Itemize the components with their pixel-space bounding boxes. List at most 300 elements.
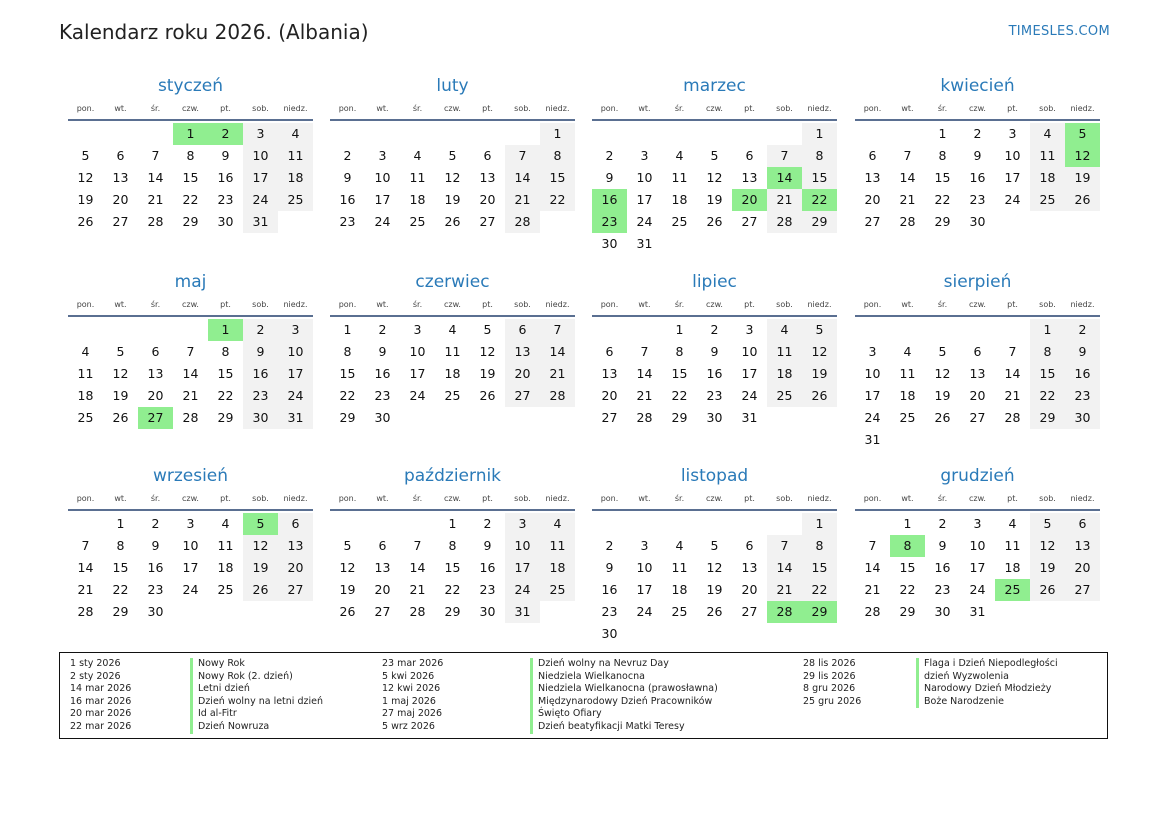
- weekend-day-cell: 7: [505, 145, 540, 167]
- day-cell: 20: [112, 192, 129, 207]
- weekend-day-cell: 13: [278, 535, 313, 557]
- weekend-day-cell: 2: [1065, 319, 1100, 341]
- holiday-day-cell: 25: [995, 579, 1030, 601]
- day-cell: 14: [77, 560, 94, 575]
- day-cell: 16: [601, 582, 618, 597]
- weekday-label: pon.: [76, 494, 95, 503]
- day-cell: 4: [675, 538, 684, 553]
- weekend-day-cell: 29: [1030, 407, 1065, 429]
- day-cell: 6: [868, 148, 877, 163]
- holiday-date: 29 lis 2026: [803, 670, 856, 682]
- day-grid: [68, 513, 313, 623]
- holiday-date: 22 mar 2026: [70, 720, 132, 732]
- weekday-header: [592, 295, 837, 317]
- weekend-day-cell: 15: [802, 557, 837, 579]
- empty-cell: [68, 513, 103, 535]
- day-cell: 18: [77, 388, 94, 403]
- holiday-day-cell: 1: [208, 319, 243, 341]
- day-cell: 11: [1004, 538, 1021, 553]
- day-cell: 5: [116, 344, 125, 359]
- weekend-day-cell: 25: [767, 385, 802, 407]
- holiday-date: 25 gru 2026: [803, 695, 862, 707]
- weekend-day-cell: 4: [767, 319, 802, 341]
- holiday-date: 12 kwi 2026: [382, 683, 441, 695]
- day-cell: 9: [378, 344, 387, 359]
- day-cell: 28: [147, 214, 164, 229]
- month-name: październik: [403, 466, 502, 486]
- day-cell: 30: [374, 410, 391, 425]
- day-cell: 13: [479, 170, 496, 185]
- empty-cell: [627, 513, 662, 535]
- day-cell: 9: [483, 538, 492, 553]
- empty-cell: [68, 123, 103, 145]
- day-cell: 30: [479, 604, 496, 619]
- day-cell: 12: [339, 560, 356, 575]
- weekend-day-cell: 4: [1030, 123, 1065, 145]
- month-calendar: [330, 464, 575, 623]
- empty-cell: [592, 513, 627, 535]
- day-cell: 28: [899, 214, 916, 229]
- weekend-day-cell: 23: [243, 385, 278, 407]
- empty-cell: [330, 123, 365, 145]
- day-cell: 16: [479, 560, 496, 575]
- weekday-label: czw.: [969, 494, 986, 503]
- day-cell: 19: [706, 192, 723, 207]
- day-cell: 4: [413, 148, 422, 163]
- day-cell: 22: [112, 582, 129, 597]
- empty-cell: [855, 123, 890, 145]
- holiday-name: Dzień wolny na letni dzień: [190, 696, 323, 709]
- day-cell: 3: [745, 322, 754, 337]
- day-cell: 8: [221, 344, 230, 359]
- month-calendar: [855, 270, 1100, 451]
- day-cell: 11: [671, 560, 688, 575]
- weekend-day-cell: 10: [278, 341, 313, 363]
- weekend-day-cell: 1: [802, 123, 837, 145]
- day-cell: 14: [636, 366, 653, 381]
- weekend-day-cell: 8: [802, 145, 837, 167]
- weekend-day-cell: 13: [505, 341, 540, 363]
- weekend-day-cell: 21: [767, 579, 802, 601]
- day-cell: 4: [1008, 516, 1017, 531]
- weekend-day-cell: 18: [767, 363, 802, 385]
- empty-cell: [592, 123, 627, 145]
- month-name: maj: [174, 272, 207, 292]
- weekday-label: niedz.: [283, 494, 308, 503]
- weekend-day-cell: 16: [243, 363, 278, 385]
- weekday-label: pon.: [76, 104, 95, 113]
- weekend-day-cell: 17: [505, 557, 540, 579]
- weekend-day-cell: 10: [505, 535, 540, 557]
- day-cell: 13: [864, 170, 881, 185]
- holiday-date: 5 kwi 2026: [382, 670, 435, 682]
- day-cell: 2: [605, 148, 614, 163]
- brand-link[interactable]: TIMESLES.COM: [1008, 24, 1110, 39]
- weekend-day-cell: 6: [278, 513, 313, 535]
- weekend-day-cell: 6: [1065, 513, 1100, 535]
- weekend-day-cell: 7: [767, 535, 802, 557]
- weekday-label: niedz.: [283, 300, 308, 309]
- day-cell: 4: [675, 148, 684, 163]
- weekday-label: czw.: [444, 300, 461, 309]
- day-cell: 3: [640, 538, 649, 553]
- weekend-day-cell: 18: [278, 167, 313, 189]
- weekend-day-cell: 31: [243, 211, 278, 233]
- weekday-label: pon.: [338, 494, 357, 503]
- day-grid: [330, 123, 575, 233]
- weekday-label: pt.: [220, 494, 231, 503]
- day-cell: 2: [605, 538, 614, 553]
- day-cell: 6: [745, 538, 754, 553]
- weekday-label: sob.: [514, 300, 531, 309]
- legend-dates-column: [70, 658, 131, 734]
- empty-cell: [400, 513, 435, 535]
- day-cell: 30: [601, 626, 618, 641]
- weekday-label: śr.: [937, 300, 948, 309]
- day-cell: 18: [899, 388, 916, 403]
- day-cell: 29: [671, 410, 688, 425]
- day-grid: [855, 513, 1100, 623]
- day-cell: 17: [969, 560, 986, 575]
- empty-cell: [470, 123, 505, 145]
- day-cell: 25: [77, 410, 94, 425]
- weekday-label: śr.: [412, 494, 423, 503]
- day-cell: 2: [151, 516, 160, 531]
- month-name: luty: [436, 76, 469, 96]
- weekend-day-cell: 19: [802, 363, 837, 385]
- day-cell: 24: [374, 214, 391, 229]
- day-cell: 2: [973, 126, 982, 141]
- day-cell: 1: [675, 322, 684, 337]
- day-cell: 18: [444, 366, 461, 381]
- day-cell: 23: [339, 214, 356, 229]
- month-calendar: [855, 464, 1100, 623]
- day-cell: 11: [77, 366, 94, 381]
- holiday-date: 5 wrz 2026: [382, 720, 435, 732]
- day-cell: 12: [706, 560, 723, 575]
- day-cell: 30: [217, 214, 234, 229]
- weekday-label: niedz.: [1070, 494, 1095, 503]
- day-cell: 14: [147, 170, 164, 185]
- holiday-name: Id al-Fitr: [190, 708, 237, 721]
- weekend-day-cell: 11: [540, 535, 575, 557]
- empty-cell: [103, 123, 138, 145]
- weekday-label: wt.: [638, 494, 651, 503]
- day-cell: 28: [182, 410, 199, 425]
- weekend-day-cell: 14: [540, 341, 575, 363]
- empty-cell: [365, 123, 400, 145]
- weekend-day-cell: 8: [540, 145, 575, 167]
- day-cell: 31: [969, 604, 986, 619]
- weekend-day-cell: 23: [1065, 385, 1100, 407]
- weekend-day-cell: 6: [505, 319, 540, 341]
- day-cell: 10: [1004, 148, 1021, 163]
- day-cell: 26: [77, 214, 94, 229]
- day-cell: 25: [671, 604, 688, 619]
- day-cell: 27: [479, 214, 496, 229]
- empty-cell: [592, 319, 627, 341]
- day-cell: 30: [934, 604, 951, 619]
- weekend-day-cell: 31: [278, 407, 313, 429]
- day-cell: 2: [378, 322, 387, 337]
- holiday-day-cell: 27: [138, 407, 173, 429]
- day-cell: 21: [77, 582, 94, 597]
- day-cell: 15: [182, 170, 199, 185]
- weekend-day-cell: 2: [243, 319, 278, 341]
- weekday-label: pon.: [600, 104, 619, 113]
- empty-cell: [138, 123, 173, 145]
- day-cell: 21: [864, 582, 881, 597]
- weekend-day-cell: 18: [540, 557, 575, 579]
- month-calendar: [330, 270, 575, 429]
- holiday-name: dzień Wyzwolenia: [916, 671, 1009, 684]
- weekday-label: sob.: [252, 300, 269, 309]
- day-cell: 6: [151, 344, 160, 359]
- day-cell: 31: [741, 410, 758, 425]
- day-cell: 20: [479, 192, 496, 207]
- day-cell: 30: [706, 410, 723, 425]
- day-cell: 4: [903, 344, 912, 359]
- day-cell: 20: [741, 582, 758, 597]
- day-cell: 25: [217, 582, 234, 597]
- day-cell: 17: [864, 388, 881, 403]
- day-cell: 22: [217, 388, 234, 403]
- day-cell: 5: [710, 148, 719, 163]
- weekend-day-cell: 19: [1065, 167, 1100, 189]
- day-cell: 5: [938, 344, 947, 359]
- weekend-day-cell: 26: [802, 385, 837, 407]
- day-cell: 8: [116, 538, 125, 553]
- legend-dates-column: [803, 658, 861, 708]
- holiday-date: 27 maj 2026: [382, 708, 443, 720]
- weekday-label: czw.: [182, 494, 199, 503]
- empty-cell: [767, 513, 802, 535]
- weekend-day-cell: 24: [278, 385, 313, 407]
- day-cell: 6: [483, 148, 492, 163]
- weekday-label: śr.: [937, 494, 948, 503]
- day-cell: 2: [483, 516, 492, 531]
- holiday-date: 20 mar 2026: [70, 708, 132, 720]
- empty-cell: [330, 513, 365, 535]
- month-name: grudzień: [940, 466, 1015, 486]
- day-cell: 26: [112, 410, 129, 425]
- day-cell: 15: [671, 366, 688, 381]
- weekday-header: [68, 99, 313, 121]
- day-grid: [592, 513, 837, 645]
- weekday-label: pt.: [744, 300, 755, 309]
- month-name: marzec: [683, 76, 746, 96]
- weekday-label: sob.: [776, 300, 793, 309]
- weekend-day-cell: 3: [243, 123, 278, 145]
- day-cell: 27: [969, 410, 986, 425]
- day-cell: 18: [1004, 560, 1021, 575]
- weekday-header: [68, 489, 313, 511]
- empty-cell: [855, 513, 890, 535]
- holiday-day-cell: 23: [592, 211, 627, 233]
- day-cell: 24: [409, 388, 426, 403]
- weekend-day-cell: 20: [1065, 557, 1100, 579]
- day-cell: 23: [934, 582, 951, 597]
- weekday-label: pt.: [1007, 300, 1018, 309]
- day-cell: 1: [903, 516, 912, 531]
- day-cell: 1: [116, 516, 125, 531]
- day-cell: 16: [339, 192, 356, 207]
- day-cell: 22: [934, 192, 951, 207]
- weekday-header: [855, 489, 1100, 511]
- weekend-day-cell: 14: [767, 557, 802, 579]
- weekday-label: wt.: [114, 300, 127, 309]
- weekday-label: czw.: [182, 300, 199, 309]
- weekend-day-cell: 20: [505, 363, 540, 385]
- day-cell: 29: [217, 410, 234, 425]
- day-cell: 1: [448, 516, 457, 531]
- day-cell: 8: [938, 148, 947, 163]
- day-cell: 20: [969, 388, 986, 403]
- weekday-label: sob.: [252, 494, 269, 503]
- day-cell: 22: [899, 582, 916, 597]
- day-cell: 23: [969, 192, 986, 207]
- weekday-label: niedz.: [545, 104, 570, 113]
- weekday-label: śr.: [412, 300, 423, 309]
- day-cell: 15: [444, 560, 461, 575]
- day-cell: 4: [221, 516, 230, 531]
- weekday-label: wt.: [901, 104, 914, 113]
- weekend-day-cell: 12: [1030, 535, 1065, 557]
- day-cell: 23: [147, 582, 164, 597]
- weekend-day-cell: 21: [767, 189, 802, 211]
- day-cell: 11: [444, 344, 461, 359]
- empty-cell: [627, 319, 662, 341]
- weekday-label: wt.: [901, 300, 914, 309]
- weekend-day-cell: 21: [505, 189, 540, 211]
- legend-names-column: [530, 658, 718, 734]
- month-name: kwiecień: [940, 76, 1015, 96]
- day-cell: 23: [601, 604, 618, 619]
- day-cell: 9: [938, 538, 947, 553]
- weekday-label: sob.: [776, 494, 793, 503]
- month-calendar: [68, 74, 313, 233]
- weekday-label: pt.: [744, 494, 755, 503]
- weekday-label: niedz.: [545, 300, 570, 309]
- day-cell: 5: [448, 148, 457, 163]
- empty-cell: [103, 319, 138, 341]
- weekend-day-cell: 9: [243, 341, 278, 363]
- day-cell: 9: [710, 344, 719, 359]
- day-cell: 17: [374, 192, 391, 207]
- weekend-day-cell: 22: [540, 189, 575, 211]
- day-cell: 29: [899, 604, 916, 619]
- day-cell: 24: [741, 388, 758, 403]
- weekend-day-cell: 9: [1065, 341, 1100, 363]
- weekday-label: sob.: [776, 104, 793, 113]
- day-cell: 24: [636, 604, 653, 619]
- day-cell: 16: [147, 560, 164, 575]
- weekday-header: [592, 99, 837, 121]
- weekday-label: niedz.: [1070, 300, 1095, 309]
- day-cell: 26: [444, 214, 461, 229]
- day-cell: 20: [601, 388, 618, 403]
- weekend-day-cell: 24: [505, 579, 540, 601]
- weekend-day-cell: 14: [505, 167, 540, 189]
- weekend-day-cell: 24: [243, 189, 278, 211]
- day-cell: 10: [864, 366, 881, 381]
- day-cell: 6: [605, 344, 614, 359]
- day-cell: 7: [868, 538, 877, 553]
- day-cell: 21: [409, 582, 426, 597]
- day-cell: 13: [969, 366, 986, 381]
- weekday-label: czw.: [444, 104, 461, 113]
- day-cell: 16: [934, 560, 951, 575]
- weekend-day-cell: 7: [540, 319, 575, 341]
- empty-cell: [767, 123, 802, 145]
- empty-cell: [855, 319, 890, 341]
- day-cell: 9: [343, 170, 352, 185]
- holiday-name: Flaga i Dzień Niepodległości: [916, 658, 1058, 671]
- day-cell: 3: [378, 148, 387, 163]
- day-cell: 1: [343, 322, 352, 337]
- day-cell: 6: [745, 148, 754, 163]
- holiday-day-cell: 16: [592, 189, 627, 211]
- day-grid: [855, 123, 1100, 233]
- day-cell: 25: [899, 410, 916, 425]
- weekday-label: śr.: [412, 104, 423, 113]
- day-cell: 14: [899, 170, 916, 185]
- holiday-date: 14 mar 2026: [70, 683, 132, 695]
- day-cell: 12: [934, 366, 951, 381]
- weekday-label: pon.: [863, 300, 882, 309]
- empty-cell: [890, 319, 925, 341]
- months-grid: [68, 74, 1102, 644]
- weekend-day-cell: 10: [243, 145, 278, 167]
- weekend-day-cell: 11: [278, 145, 313, 167]
- weekday-label: sob.: [514, 494, 531, 503]
- day-cell: 30: [601, 236, 618, 251]
- empty-cell: [697, 513, 732, 535]
- weekday-label: sob.: [1039, 494, 1056, 503]
- weekday-label: śr.: [674, 104, 685, 113]
- empty-cell: [995, 319, 1030, 341]
- day-cell: 1: [938, 126, 947, 141]
- empty-cell: [505, 123, 540, 145]
- day-grid: [592, 123, 837, 255]
- month-calendar: [592, 270, 837, 429]
- day-cell: 24: [969, 582, 986, 597]
- weekday-label: pt.: [220, 300, 231, 309]
- day-cell: 20: [374, 582, 391, 597]
- day-cell: 29: [112, 604, 129, 619]
- weekend-day-cell: 17: [278, 363, 313, 385]
- holiday-day-cell: 28: [767, 601, 802, 623]
- weekend-day-cell: 21: [540, 363, 575, 385]
- empty-cell: [627, 123, 662, 145]
- day-cell: 7: [151, 148, 160, 163]
- day-cell: 26: [934, 410, 951, 425]
- day-cell: 17: [409, 366, 426, 381]
- weekday-label: wt.: [376, 494, 389, 503]
- weekday-label: czw.: [182, 104, 199, 113]
- day-cell: 10: [636, 170, 653, 185]
- empty-cell: [960, 319, 995, 341]
- day-cell: 17: [741, 366, 758, 381]
- holiday-day-cell: 20: [732, 189, 767, 211]
- day-grid: [330, 513, 575, 623]
- day-cell: 11: [409, 170, 426, 185]
- day-cell: 8: [448, 538, 457, 553]
- day-cell: 9: [973, 148, 982, 163]
- holiday-day-cell: 14: [767, 167, 802, 189]
- weekend-day-cell: 1: [540, 123, 575, 145]
- day-cell: 18: [671, 582, 688, 597]
